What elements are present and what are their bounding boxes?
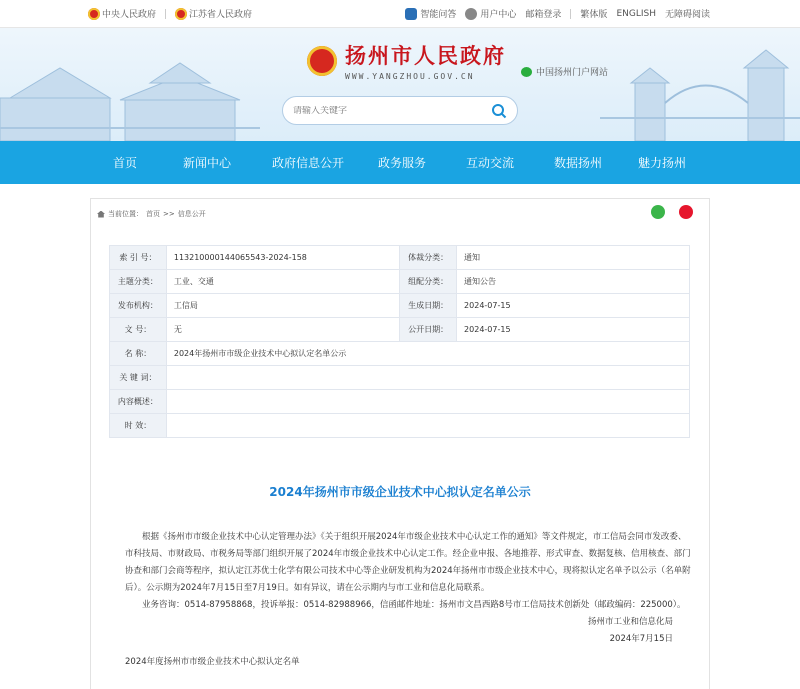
- keywords-label: 关 键 词：: [110, 366, 167, 390]
- divider: [165, 9, 166, 19]
- top-bar-right: [405, 7, 710, 21]
- wechat-share-icon[interactable]: [651, 205, 665, 219]
- article-paragraph: 业务咨询：0514-87958868，投诉举报：0514-82988966，信函邮件地址：扬州市文昌西路8号市工信局技术创新处（邮政编码：225000）。: [142, 600, 686, 610]
- smart-qa-link[interactable]: [405, 7, 456, 21]
- breadcrumb-home-link[interactable]: 首页: [146, 210, 160, 218]
- content-panel: [90, 198, 710, 689]
- top-bar-left: [88, 7, 252, 21]
- breadcrumb: [91, 199, 709, 229]
- org-value: 通知公告: [457, 270, 690, 294]
- home-icon: [97, 211, 105, 218]
- summary-value: [166, 390, 689, 414]
- nav-item-home[interactable]: 首页: [113, 156, 138, 170]
- issuer-value: 工信局: [166, 294, 399, 318]
- issuer-label: 发布机构：: [110, 294, 167, 318]
- attachment-list-title: 2024年度扬州市市级企业技术中心拟认定名单: [125, 657, 300, 667]
- nav-item-gov-info[interactable]: 政府信息公开: [272, 156, 345, 170]
- name-value: 2024年扬州市市级企业技术中心拟认定名单公示: [166, 342, 689, 366]
- table-row: [110, 366, 690, 390]
- mail-login-link[interactable]: 邮箱登录: [525, 10, 562, 20]
- portal-link-label: 中国扬州门户网站: [536, 68, 609, 78]
- nav-item-news[interactable]: 新闻中心: [183, 156, 232, 170]
- system-label: 体裁分类：: [400, 246, 457, 270]
- validity-label: 时 效：: [110, 414, 167, 438]
- table-row: [110, 294, 690, 318]
- nav-item-charm[interactable]: 魅力扬州: [638, 156, 687, 170]
- robot-icon: [405, 8, 417, 20]
- public-date-value: 2024-07-15: [457, 318, 690, 342]
- wechat-icon: [521, 67, 532, 77]
- table-row: [110, 342, 690, 366]
- search-icon[interactable]: [491, 103, 507, 119]
- nav-item-data[interactable]: 数据扬州: [554, 156, 603, 170]
- search-input[interactable]: [293, 106, 473, 116]
- breadcrumb-current[interactable]: 信息公开: [177, 210, 206, 218]
- site-domain: WWW.YANGZHOU.GOV.CN: [345, 72, 475, 81]
- nav-item-services[interactable]: 政务服务: [378, 156, 427, 170]
- national-emblem-icon: [88, 8, 100, 20]
- name-label: 名 称：: [110, 342, 167, 366]
- created-label: 生成日期：: [400, 294, 457, 318]
- article-signature: 扬州市工业和信息化局: [587, 617, 673, 627]
- metadata-table: [109, 245, 690, 438]
- summary-label: 内容概述：: [110, 390, 167, 414]
- site-title: 扬州市人民政府: [345, 43, 506, 68]
- created-value: 2024-07-15: [457, 294, 690, 318]
- english-link[interactable]: ENGLISH: [616, 8, 656, 19]
- table-row: [110, 246, 690, 270]
- top-bar: [0, 0, 800, 28]
- accessibility-link[interactable]: 无障碍阅读: [664, 10, 710, 20]
- breadcrumb-prefix: 当前位置：: [108, 210, 143, 218]
- topic-label: 主题分类：: [110, 270, 167, 294]
- site-logo[interactable]: [307, 40, 506, 81]
- jiangsu-gov-link[interactable]: [175, 7, 252, 21]
- user-center-label: 用户中心: [480, 9, 517, 20]
- article-title: 2024年扬州市市级企业技术中心拟认定名单公示: [269, 485, 531, 499]
- site-logo-text: [345, 40, 506, 81]
- traditional-chinese-link[interactable]: 繁体版: [580, 10, 608, 20]
- doc-number-value: 无: [166, 318, 399, 342]
- central-gov-label: 中央人民政府: [102, 9, 157, 20]
- validity-value: [166, 414, 689, 438]
- nav-item-interaction[interactable]: 互动交流: [466, 156, 515, 170]
- index-value: 113210000144065543-2024-158: [166, 246, 399, 270]
- keywords-value: [166, 366, 689, 390]
- public-date-label: 公开日期：: [400, 318, 457, 342]
- divider: [570, 9, 571, 19]
- share-buttons: [651, 205, 693, 219]
- table-row: [110, 414, 690, 438]
- org-label: 组配分类：: [400, 270, 457, 294]
- user-center-link[interactable]: [465, 7, 516, 21]
- doc-number-label: 文 号：: [110, 318, 167, 342]
- breadcrumb-separator: >>: [163, 210, 175, 218]
- jiangsu-gov-label: 江苏省人民政府: [189, 9, 253, 20]
- table-row: [110, 318, 690, 342]
- national-emblem-icon: [307, 46, 337, 76]
- weibo-share-icon[interactable]: [679, 205, 693, 219]
- article-paragraph: 根据《扬州市市级企业技术中心认定管理办法》《关于组织开展2024年市级企业技术中心认定工作的通知》等文件规定，市工信局会同市发改委、市科技局、市财政局、市税务局等部门组织开展了2024年市级企业技术中心认定工作。经企业申报、各地推荐、形式审查、数据复核、信用核查、部门协查和部门会商等程序，拟认定江苏优士化学有限公司技术中心等企业研发机构为2024年扬州市市级企业技术中心，现将拟认定名单予以公示（名单附后）。公示期为2024年7月15日至7月19日。如有异议，请在公示期内与市工业和信息化局联系。: [125, 532, 691, 593]
- table-row: [110, 270, 690, 294]
- smart-qa-label: 智能问答: [420, 9, 457, 20]
- header-banner: [0, 28, 800, 141]
- main-nav: [0, 141, 800, 184]
- central-gov-link[interactable]: [88, 7, 156, 21]
- system-value: 通知: [457, 246, 690, 270]
- portal-link[interactable]: [521, 65, 608, 78]
- table-row: [110, 390, 690, 414]
- index-label: 索 引 号：: [110, 246, 167, 270]
- national-emblem-icon: [175, 8, 187, 20]
- article-body: [125, 529, 691, 671]
- article-date: 2024年7月15日: [609, 634, 673, 644]
- search-box: [282, 96, 518, 125]
- user-icon: [465, 8, 477, 20]
- topic-value: 工业、交通: [166, 270, 399, 294]
